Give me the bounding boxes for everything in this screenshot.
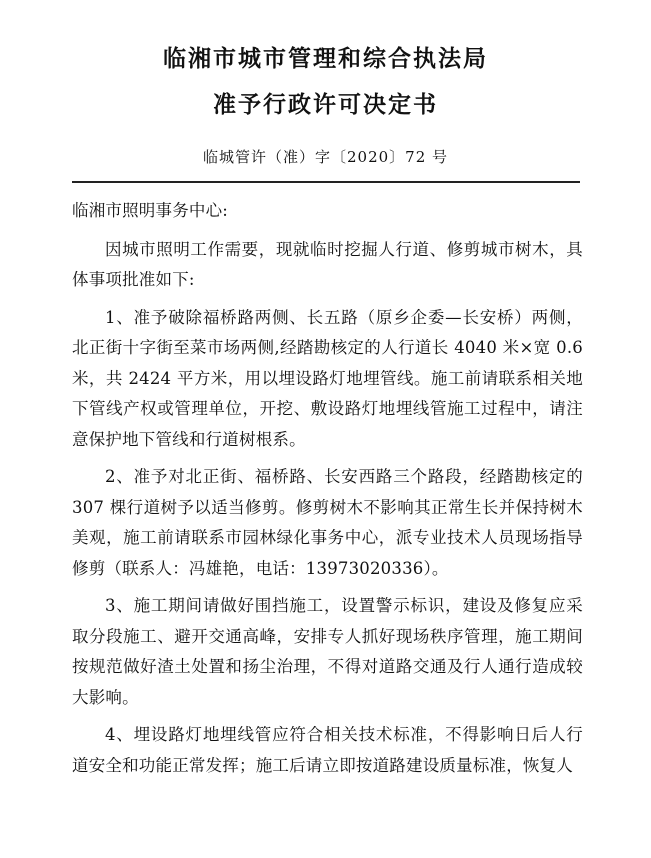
item-paragraph-1: 1、准予破除福桥路两侧、长五路（原乡企委—长安桥）两侧，北正街十字街至菜市场两侧,经踏勘核定的人行道长 4040 米×宽 0.6 米，共 2424 平方米，用以埋设路灯地埋管线。施工前请联系相关地下管线产权或管理单位，开挖、敷设路灯地埋线管施工过程中，请注意保护地下管线和行道树根系。 <box>72 307 583 449</box>
intro-paragraph: 因城市照明工作需要，现就临时挖掘人行道、修剪城市树木，具体事项批准如下: <box>72 239 583 289</box>
document-body <box>72 196 583 788</box>
header-divider <box>72 181 580 183</box>
item-paragraph-3: 3、施工期间请做好围挡施工，设置警示标识，建设及修复应采取分段施工、避开交通高峰，安排专人抓好现场秩序管理，施工期间按规范做好渣土处置和扬尘治理，不得对道路交通及行人通行造成较大影响。 <box>72 596 583 707</box>
item-paragraph-2: 2、准予对北正街、福桥路、长安西路三个路段，经踏勘核定的 307 棵行道树予以适当修剪。修剪树木不影响其正常生长并保持树木美观，施工前请联系市园林绿化事务中心，派专业技术人员现场指导修剪（联系人：冯雄艳，电话：13973020336）。 <box>72 467 583 578</box>
item-paragraph-4: 4、埋设路灯地埋线管应符合相关技术标准，不得影响日后人行道安全和功能正常发挥；施工后请立即按道路建设质量标准，恢复人 <box>72 725 583 775</box>
document-title-issuer: 临湘市城市管理和综合执法局 <box>163 45 488 72</box>
document-title-type: 准予行政许可决定书 <box>213 91 438 118</box>
recipient: 临湘市照明事务中心: <box>72 201 229 220</box>
document-number: 临城管许（准）字〔2020〕72 号 <box>202 148 449 166</box>
